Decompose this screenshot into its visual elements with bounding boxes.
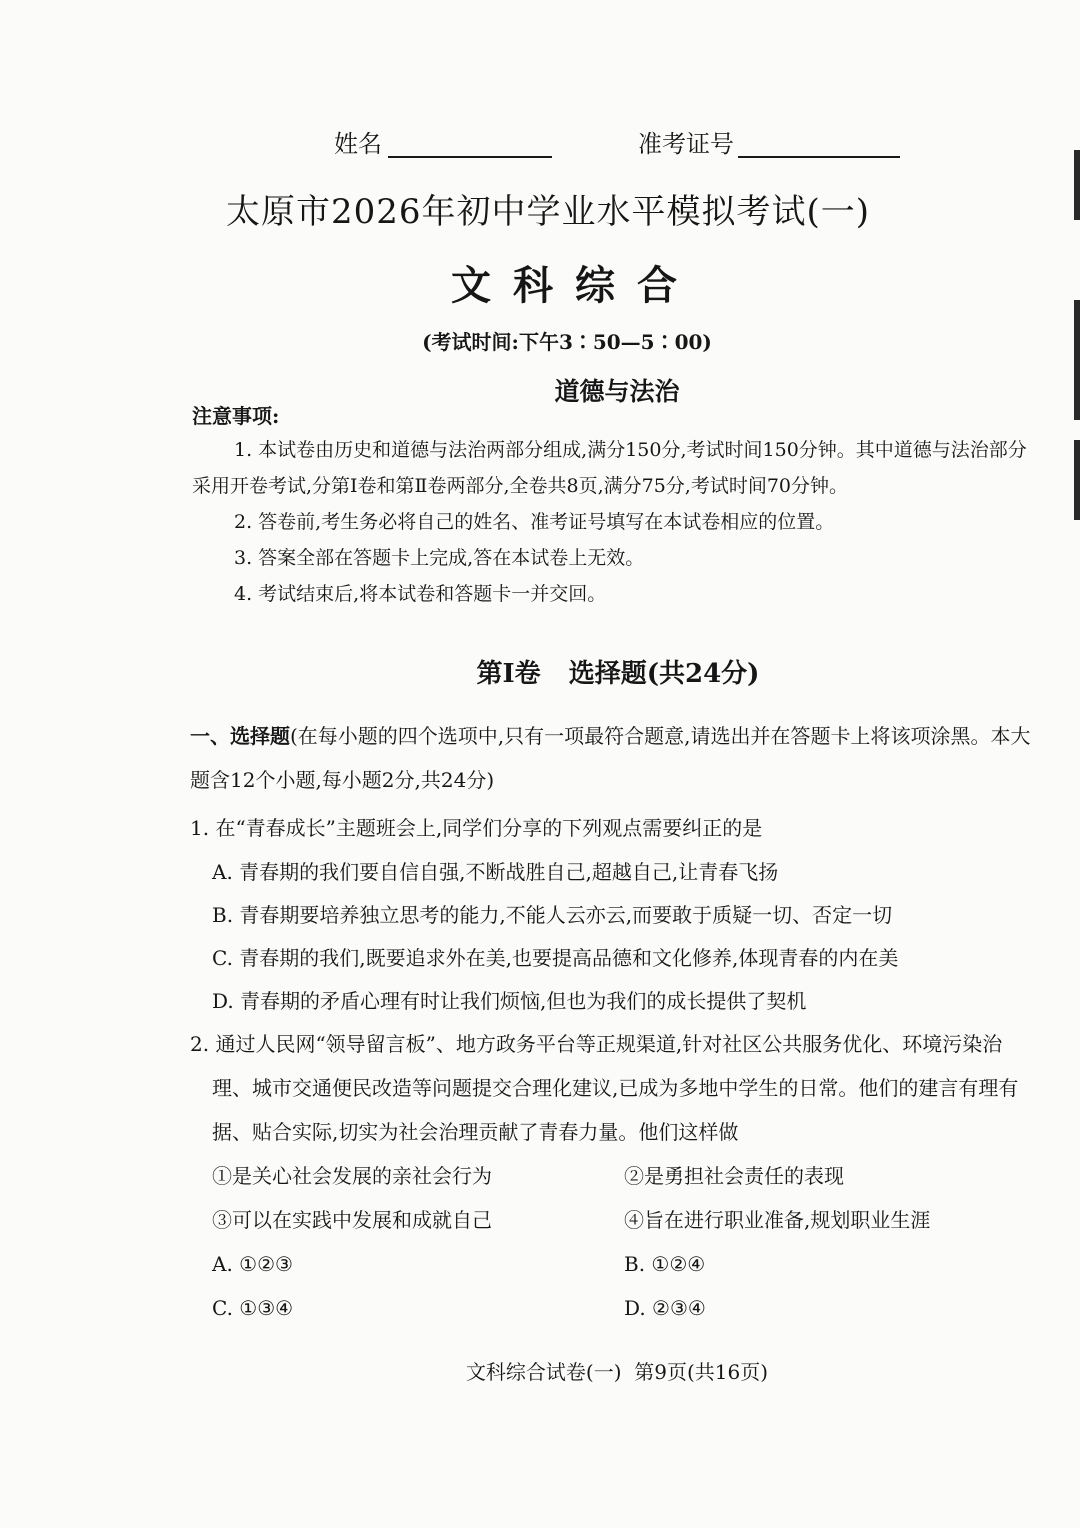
section-heading: 选择题(共24分) bbox=[568, 659, 760, 689]
notice-item: 4. 考试结束后,将本试卷和答题卡一并交回。 bbox=[234, 583, 607, 605]
notice-item: 3. 答案全部在答题卡上完成,答在本试卷上无效。 bbox=[234, 547, 645, 569]
question-statement: ④旨在进行职业准备,规划职业生涯 bbox=[624, 1208, 931, 1232]
header-fields bbox=[0, 124, 1080, 164]
notice-heading: 注意事项: bbox=[192, 404, 280, 428]
notice-item: 2. 答卷前,考生务必将自己的姓名、准考证号填写在本试卷相应的位置。 bbox=[234, 511, 835, 533]
exam-time: (考试时间:下午3∶50—5∶00) bbox=[422, 330, 712, 354]
page-footer: 文科综合试卷(一) 第9页(共16页) bbox=[465, 1360, 769, 1384]
part-title: 道德与法治 bbox=[554, 377, 680, 406]
question-option: B. 青春期要培养独立思考的能力,不能人云亦云,而要敢于质疑一切、否定一切 bbox=[212, 903, 893, 927]
question-option: A. 青春期的我们要自信自强,不断战胜自己,超越自己,让青春飞扬 bbox=[212, 860, 779, 884]
question-option: D. 青春期的矛盾心理有时让我们烦恼,但也为我们的成长提供了契机 bbox=[212, 989, 807, 1013]
question-option: C. 青春期的我们,既要追求外在美,也要提高品德和文化修养,体现青春的内在美 bbox=[212, 946, 899, 970]
question-stem: 1. 在“青春成长”主题班会上,同学们分享的下列观点需要纠正的是 bbox=[190, 816, 763, 840]
subject-title: 文科综合 bbox=[451, 262, 699, 309]
section-title bbox=[0, 654, 1080, 694]
name-field-blank[interactable] bbox=[388, 156, 552, 158]
question-stem: 2. 通过人民网“领导留言板”、地方政务平台等正规渠道,针对社区公共服务优化、环境污染治理、城市交通便民改造等问题提交合理化建议,已成为多地中学生的日常。他们的建言有理有据、贴合实际,切实为社会治理贡献了青春力量。他们这样做 bbox=[190, 1032, 1019, 1144]
volume-label: 第Ⅰ卷 bbox=[476, 659, 541, 689]
question-statement: ①是关心社会发展的亲社会行为 bbox=[212, 1164, 492, 1188]
question-option: A. ①②③ bbox=[212, 1252, 293, 1276]
ticket-field-blank[interactable] bbox=[738, 156, 900, 158]
instructions-lead: 一、选择题 bbox=[190, 724, 290, 748]
question-option: B. ①②④ bbox=[624, 1252, 706, 1276]
question-statement: ③可以在实践中发展和成就自己 bbox=[212, 1208, 492, 1232]
question-option: D. ②③④ bbox=[624, 1296, 706, 1320]
notice-item: 1. 本试卷由历史和道德与法治两部分组成,满分150分,考试时间150分钟。其中道德与法治部分采用开卷考试,分第Ⅰ卷和第Ⅱ卷两部分,全卷共8页,满分75分,考试时间70分钟。 bbox=[192, 439, 1027, 497]
question-option: C. ①③④ bbox=[212, 1296, 294, 1320]
ticket-label: 准考证号 bbox=[638, 130, 734, 158]
instructions-text: (在每小题的四个选项中,只有一项最符合题意,请选出并在答题卡上将该项涂黑。本大题含12个小题,每小题2分,共24分) bbox=[190, 724, 1031, 792]
instructions bbox=[190, 714, 1040, 802]
name-label: 姓名 bbox=[334, 130, 382, 158]
question-statement: ②是勇担社会责任的表现 bbox=[624, 1164, 844, 1188]
exam-title: 太原市2026年初中学业水平模拟考试(一) bbox=[225, 192, 871, 232]
